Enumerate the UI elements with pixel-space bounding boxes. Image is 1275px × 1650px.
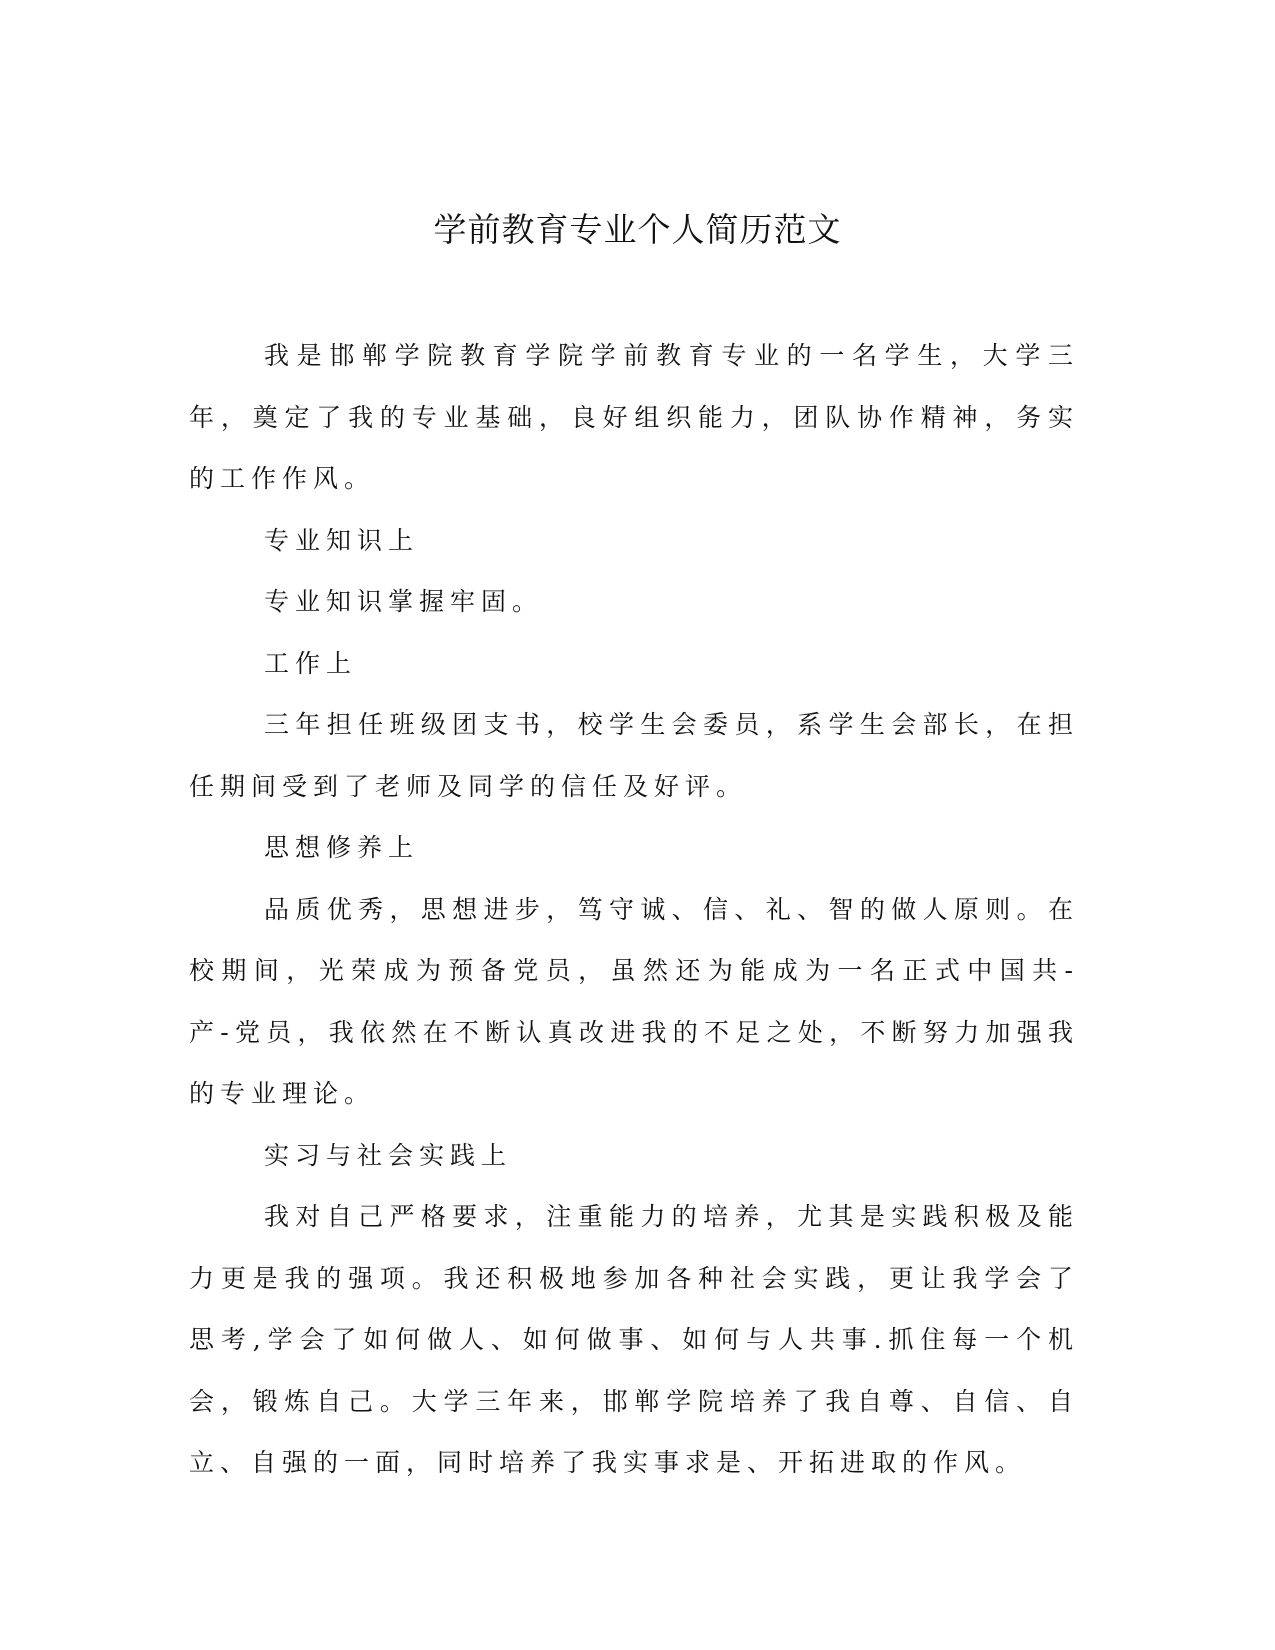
document-title: 学前教育专业个人简历范文 [433,210,842,249]
section-heading-ideology: 思想修养上 [264,833,420,862]
section-heading-professional-knowledge: 专业知识上 [264,525,420,555]
practice-paragraph: 我对自己严格要求，注重能力的培养，尤其是实践积极及能力更是我的强项。我还积极地参加各种社会实践，更让我学会了思考,学会了如何做人、如何做事、如何与人共事.抓住每一个机会，锻炼自己。大学三年来，邯郸学院培养了我自尊、自信、自立、自强的一面，同时培养了我实事求是、开拓进取的作风。 [189,1202,1079,1477]
work-paragraph: 三年担任班级团支书，校学生会委员，系学生会部长，在担任期间受到了老师及同学的信任及好评。 [189,710,1079,801]
ideology-paragraph: 品质优秀，思想进步，笃守诚、信、礼、智的做人原则。在校期间，光荣成为预备党员，虽然还为能成为一名正式中国共-产-党员，我依然在不断认真改进我的不足之处，不断努力加强我的专业理论。 [189,894,1079,1108]
document-body [189,325,1079,1494]
section-heading-practice: 实习与社会实践上 [264,1140,513,1170]
intro-paragraph: 我是邯郸学院教育学院学前教育专业的一名学生，大学三年，奠定了我的专业基础，良好组织能力，团队协作精神，务实的工作作风。 [189,341,1079,493]
professional-knowledge-paragraph: 专业知识掌握牢固。 [264,587,544,616]
section-heading-work: 工作上 [264,648,358,678]
